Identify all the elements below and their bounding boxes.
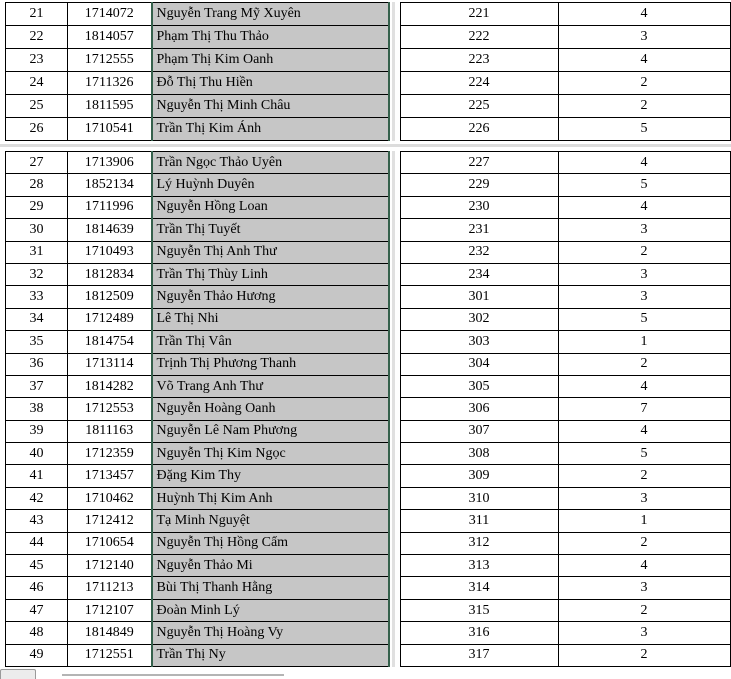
table-row bbox=[6, 49, 389, 72]
cell-mssv[interactable]: 1812834 bbox=[68, 263, 152, 285]
cell-code[interactable]: 311 bbox=[400, 510, 558, 532]
table-row bbox=[400, 353, 730, 375]
cell-mssv[interactable]: 1713457 bbox=[68, 465, 152, 487]
cell-count[interactable]: 5 bbox=[558, 308, 730, 330]
cell-code[interactable]: 314 bbox=[400, 577, 558, 599]
cell-name[interactable]: Đoàn Minh Lý bbox=[152, 599, 389, 621]
table-row bbox=[6, 398, 389, 420]
table-row bbox=[400, 420, 730, 442]
table-row bbox=[400, 487, 730, 509]
cell-stt[interactable]: 36 bbox=[6, 353, 68, 375]
cell-count[interactable]: 2 bbox=[558, 465, 730, 487]
cell-code[interactable]: 303 bbox=[400, 331, 558, 353]
cell-name[interactable]: Bùi Thị Thanh Hằng bbox=[152, 577, 389, 599]
cell-name[interactable]: Lý Huỳnh Duyên bbox=[152, 174, 389, 196]
cell-stt[interactable]: 47 bbox=[6, 599, 68, 621]
cell-mssv[interactable]: 1712553 bbox=[68, 398, 152, 420]
table-row bbox=[6, 465, 389, 487]
cell-count[interactable]: 3 bbox=[558, 622, 730, 644]
table-row bbox=[400, 465, 730, 487]
table-row bbox=[400, 219, 730, 241]
cell-mssv[interactable]: 1712412 bbox=[68, 510, 152, 532]
cell-mssv[interactable]: 1713906 bbox=[68, 152, 152, 174]
table-row bbox=[400, 263, 730, 285]
table-row bbox=[6, 510, 389, 532]
table-row bbox=[400, 95, 730, 118]
cell-count[interactable]: 3 bbox=[558, 577, 730, 599]
table-row bbox=[400, 3, 730, 26]
cell-stt[interactable]: 45 bbox=[6, 555, 68, 577]
table-row bbox=[6, 26, 389, 49]
cell-count[interactable]: 4 bbox=[558, 3, 730, 26]
cell-mssv[interactable]: 1712107 bbox=[68, 599, 152, 621]
cell-mssv[interactable]: 1710541 bbox=[68, 118, 152, 141]
table-row bbox=[400, 510, 730, 532]
cell-stt[interactable]: 33 bbox=[6, 286, 68, 308]
cell-stt[interactable]: 21 bbox=[6, 3, 68, 26]
room-table-bottom bbox=[400, 151, 731, 667]
cell-mssv[interactable]: 1814639 bbox=[68, 219, 152, 241]
cell-name[interactable]: Trần Ngọc Thảo Uyên bbox=[152, 152, 389, 174]
cell-name[interactable]: Võ Trang Anh Thư bbox=[152, 375, 389, 397]
cell-code[interactable]: 223 bbox=[400, 49, 558, 72]
cell-stt[interactable]: 35 bbox=[6, 331, 68, 353]
cell-stt[interactable]: 22 bbox=[6, 26, 68, 49]
cell-name[interactable]: Trần Thị Kim Ánh bbox=[152, 118, 389, 141]
cell-mssv[interactable]: 1712555 bbox=[68, 49, 152, 72]
cell-count[interactable]: 4 bbox=[558, 49, 730, 72]
cell-stt[interactable]: 27 bbox=[6, 152, 68, 174]
cell-stt[interactable]: 34 bbox=[6, 308, 68, 330]
cell-code[interactable]: 232 bbox=[400, 241, 558, 263]
table-row bbox=[6, 152, 389, 174]
cell-count[interactable]: 2 bbox=[558, 599, 730, 621]
cell-code[interactable]: 229 bbox=[400, 174, 558, 196]
cell-code[interactable]: 317 bbox=[400, 644, 558, 666]
vertical-pane-splitter[interactable] bbox=[390, 2, 400, 141]
cell-stt[interactable]: 26 bbox=[6, 118, 68, 141]
table-row bbox=[6, 118, 389, 141]
table-row bbox=[6, 286, 389, 308]
cell-name[interactable]: Trần Thị Tuyết bbox=[152, 219, 389, 241]
cell-count[interactable]: 2 bbox=[558, 532, 730, 554]
cell-name[interactable]: Nguyễn Thị Hồng Cẩm bbox=[152, 532, 389, 554]
cell-name[interactable]: Nguyễn Thị Anh Thư bbox=[152, 241, 389, 263]
table-row bbox=[6, 487, 389, 509]
cell-code[interactable]: 304 bbox=[400, 353, 558, 375]
table-row bbox=[400, 174, 730, 196]
cell-mssv[interactable]: 1811163 bbox=[68, 420, 152, 442]
cell-stt[interactable]: 49 bbox=[6, 644, 68, 666]
cell-name[interactable]: Nguyễn Trang Mỹ Xuyên bbox=[152, 3, 389, 26]
cell-mssv[interactable]: 1712140 bbox=[68, 555, 152, 577]
cell-stt[interactable]: 46 bbox=[6, 577, 68, 599]
cell-code[interactable]: 313 bbox=[400, 555, 558, 577]
table-row bbox=[400, 196, 730, 218]
table-block-bottom bbox=[0, 151, 731, 667]
cell-name[interactable]: Lê Thị Nhi bbox=[152, 308, 389, 330]
table-row bbox=[400, 241, 730, 263]
cell-code[interactable]: 230 bbox=[400, 196, 558, 218]
bottom-edge-strip bbox=[0, 667, 731, 677]
cell-code[interactable]: 307 bbox=[400, 420, 558, 442]
cell-code[interactable]: 312 bbox=[400, 532, 558, 554]
table-row bbox=[400, 72, 730, 95]
cell-code[interactable]: 221 bbox=[400, 3, 558, 26]
cell-name[interactable]: Nguyễn Hoàng Oanh bbox=[152, 398, 389, 420]
cell-mssv[interactable]: 1814282 bbox=[68, 375, 152, 397]
table-row bbox=[6, 555, 389, 577]
table-row bbox=[400, 398, 730, 420]
cell-name[interactable]: Huỳnh Thị Kim Anh bbox=[152, 487, 389, 509]
student-table-top bbox=[5, 2, 390, 141]
cell-mssv[interactable]: 1711326 bbox=[68, 72, 152, 95]
table-row bbox=[6, 72, 389, 95]
cell-name[interactable]: Nguyễn Thảo Mi bbox=[152, 555, 389, 577]
cell-mssv[interactable]: 1712359 bbox=[68, 443, 152, 465]
table-row bbox=[400, 443, 730, 465]
cell-name[interactable]: Đặng Kim Thy bbox=[152, 465, 389, 487]
table-row bbox=[6, 622, 389, 644]
cell-name[interactable]: Trịnh Thị Phương Thanh bbox=[152, 353, 389, 375]
table-row bbox=[6, 241, 389, 263]
table-row bbox=[6, 577, 389, 599]
cell-code[interactable]: 226 bbox=[400, 118, 558, 141]
cell-count[interactable]: 5 bbox=[558, 443, 730, 465]
cell-code[interactable]: 308 bbox=[400, 443, 558, 465]
cell-count[interactable]: 1 bbox=[558, 510, 730, 532]
table-row bbox=[400, 49, 730, 72]
cell-mssv[interactable]: 1712489 bbox=[68, 308, 152, 330]
scroll-corner-fragment bbox=[0, 669, 36, 679]
cell-stt[interactable]: 39 bbox=[6, 420, 68, 442]
cell-mssv[interactable]: 1814057 bbox=[68, 26, 152, 49]
cell-code[interactable]: 227 bbox=[400, 152, 558, 174]
cell-stt[interactable]: 28 bbox=[6, 174, 68, 196]
cell-count[interactable]: 7 bbox=[558, 398, 730, 420]
cell-mssv[interactable]: 1713114 bbox=[68, 353, 152, 375]
cell-name[interactable]: Nguyễn Thị Minh Châu bbox=[152, 95, 389, 118]
table-row bbox=[400, 118, 730, 141]
cell-stt[interactable]: 29 bbox=[6, 196, 68, 218]
horizontal-pane-splitter[interactable] bbox=[0, 141, 731, 151]
cell-mssv[interactable]: 1852134 bbox=[68, 174, 152, 196]
table-row bbox=[400, 599, 730, 621]
cell-code[interactable]: 305 bbox=[400, 375, 558, 397]
cell-code[interactable]: 315 bbox=[400, 599, 558, 621]
cell-name[interactable]: Nguyễn Lê Nam Phương bbox=[152, 420, 389, 442]
cell-name[interactable]: Trần Thị Vân bbox=[152, 331, 389, 353]
cell-count[interactable]: 4 bbox=[558, 420, 730, 442]
cell-stt[interactable]: 30 bbox=[6, 219, 68, 241]
vertical-pane-splitter[interactable] bbox=[390, 151, 400, 667]
table-row bbox=[400, 331, 730, 353]
divider-line-fragment bbox=[62, 674, 284, 676]
cell-name[interactable]: Nguyễn Hồng Loan bbox=[152, 196, 389, 218]
cell-count[interactable]: 4 bbox=[558, 152, 730, 174]
cell-stt[interactable]: 43 bbox=[6, 510, 68, 532]
cell-mssv[interactable]: 1710493 bbox=[68, 241, 152, 263]
cell-count[interactable]: 3 bbox=[558, 286, 730, 308]
table-row bbox=[6, 263, 389, 285]
cell-stt[interactable]: 44 bbox=[6, 532, 68, 554]
cell-count[interactable]: 3 bbox=[558, 219, 730, 241]
table-row bbox=[400, 577, 730, 599]
cell-mssv[interactable]: 1814849 bbox=[68, 622, 152, 644]
cell-code[interactable]: 225 bbox=[400, 95, 558, 118]
table-row bbox=[6, 95, 389, 118]
cell-stt[interactable]: 38 bbox=[6, 398, 68, 420]
cell-count[interactable]: 4 bbox=[558, 196, 730, 218]
table-row bbox=[400, 152, 730, 174]
cell-code[interactable]: 224 bbox=[400, 72, 558, 95]
cell-stt[interactable]: 23 bbox=[6, 49, 68, 72]
table-row bbox=[400, 644, 730, 666]
cell-count[interactable]: 2 bbox=[558, 95, 730, 118]
cell-count[interactable]: 5 bbox=[558, 174, 730, 196]
cell-mssv[interactable]: 1811595 bbox=[68, 95, 152, 118]
table-row bbox=[6, 375, 389, 397]
cell-name[interactable]: Phạm Thị Kim Oanh bbox=[152, 49, 389, 72]
table-row bbox=[6, 532, 389, 554]
cell-mssv[interactable]: 1711996 bbox=[68, 196, 152, 218]
cell-stt[interactable]: 41 bbox=[6, 465, 68, 487]
cell-mssv[interactable]: 1710654 bbox=[68, 532, 152, 554]
cell-name[interactable]: Tạ Minh Nguyệt bbox=[152, 510, 389, 532]
cell-mssv[interactable]: 1712551 bbox=[68, 644, 152, 666]
room-table-top bbox=[400, 2, 731, 141]
cell-mssv[interactable]: 1714072 bbox=[68, 3, 152, 26]
table-row bbox=[400, 622, 730, 644]
cell-code[interactable]: 222 bbox=[400, 26, 558, 49]
cell-count[interactable]: 2 bbox=[558, 241, 730, 263]
table-row bbox=[400, 286, 730, 308]
cell-code[interactable]: 302 bbox=[400, 308, 558, 330]
cell-code[interactable]: 231 bbox=[400, 219, 558, 241]
cell-stt[interactable]: 37 bbox=[6, 375, 68, 397]
table-row bbox=[6, 599, 389, 621]
cell-count[interactable]: 5 bbox=[558, 118, 730, 141]
table-row bbox=[6, 3, 389, 26]
cell-code[interactable]: 316 bbox=[400, 622, 558, 644]
cell-code[interactable]: 301 bbox=[400, 286, 558, 308]
cell-stt[interactable]: 48 bbox=[6, 622, 68, 644]
table-row bbox=[6, 420, 389, 442]
cell-mssv[interactable]: 1814754 bbox=[68, 331, 152, 353]
cell-code[interactable]: 309 bbox=[400, 465, 558, 487]
cell-name[interactable]: Trần Thị Ny bbox=[152, 644, 389, 666]
table-row bbox=[400, 555, 730, 577]
cell-name[interactable]: Phạm Thị Thu Thảo bbox=[152, 26, 389, 49]
cell-stt[interactable]: 25 bbox=[6, 95, 68, 118]
table-row bbox=[6, 219, 389, 241]
table-row bbox=[400, 308, 730, 330]
cell-count[interactable]: 4 bbox=[558, 375, 730, 397]
table-row bbox=[6, 353, 389, 375]
cell-count[interactable]: 4 bbox=[558, 555, 730, 577]
cell-name[interactable]: Đỗ Thị Thu Hiền bbox=[152, 72, 389, 95]
cell-count[interactable]: 2 bbox=[558, 72, 730, 95]
table-row bbox=[400, 375, 730, 397]
cell-count[interactable]: 2 bbox=[558, 353, 730, 375]
cell-mssv[interactable]: 1710462 bbox=[68, 487, 152, 509]
student-table-bottom bbox=[5, 151, 390, 667]
table-row bbox=[6, 196, 389, 218]
table-row bbox=[6, 331, 389, 353]
cell-code[interactable]: 306 bbox=[400, 398, 558, 420]
cell-count[interactable]: 3 bbox=[558, 263, 730, 285]
cell-mssv[interactable]: 1812509 bbox=[68, 286, 152, 308]
cell-stt[interactable]: 31 bbox=[6, 241, 68, 263]
cell-count[interactable]: 3 bbox=[558, 26, 730, 49]
cell-count[interactable]: 3 bbox=[558, 487, 730, 509]
table-block-top bbox=[0, 0, 731, 141]
cell-name[interactable]: Nguyễn Thị Kim Ngọc bbox=[152, 443, 389, 465]
cell-stt[interactable]: 24 bbox=[6, 72, 68, 95]
cell-mssv[interactable]: 1711213 bbox=[68, 577, 152, 599]
table-row bbox=[400, 532, 730, 554]
cell-name[interactable]: Nguyễn Thảo Hương bbox=[152, 286, 389, 308]
cell-stt[interactable]: 40 bbox=[6, 443, 68, 465]
cell-name[interactable]: Trần Thị Thùy Linh bbox=[152, 263, 389, 285]
cell-stt[interactable]: 32 bbox=[6, 263, 68, 285]
table-row bbox=[400, 26, 730, 49]
table-row bbox=[6, 443, 389, 465]
cell-count[interactable]: 1 bbox=[558, 331, 730, 353]
cell-count[interactable]: 2 bbox=[558, 644, 730, 666]
table-row bbox=[6, 174, 389, 196]
cell-stt[interactable]: 42 bbox=[6, 487, 68, 509]
cell-code[interactable]: 310 bbox=[400, 487, 558, 509]
cell-code[interactable]: 234 bbox=[400, 263, 558, 285]
table-row bbox=[6, 644, 389, 666]
table-row bbox=[6, 308, 389, 330]
cell-name[interactable]: Nguyễn Thị Hoàng Vy bbox=[152, 622, 389, 644]
